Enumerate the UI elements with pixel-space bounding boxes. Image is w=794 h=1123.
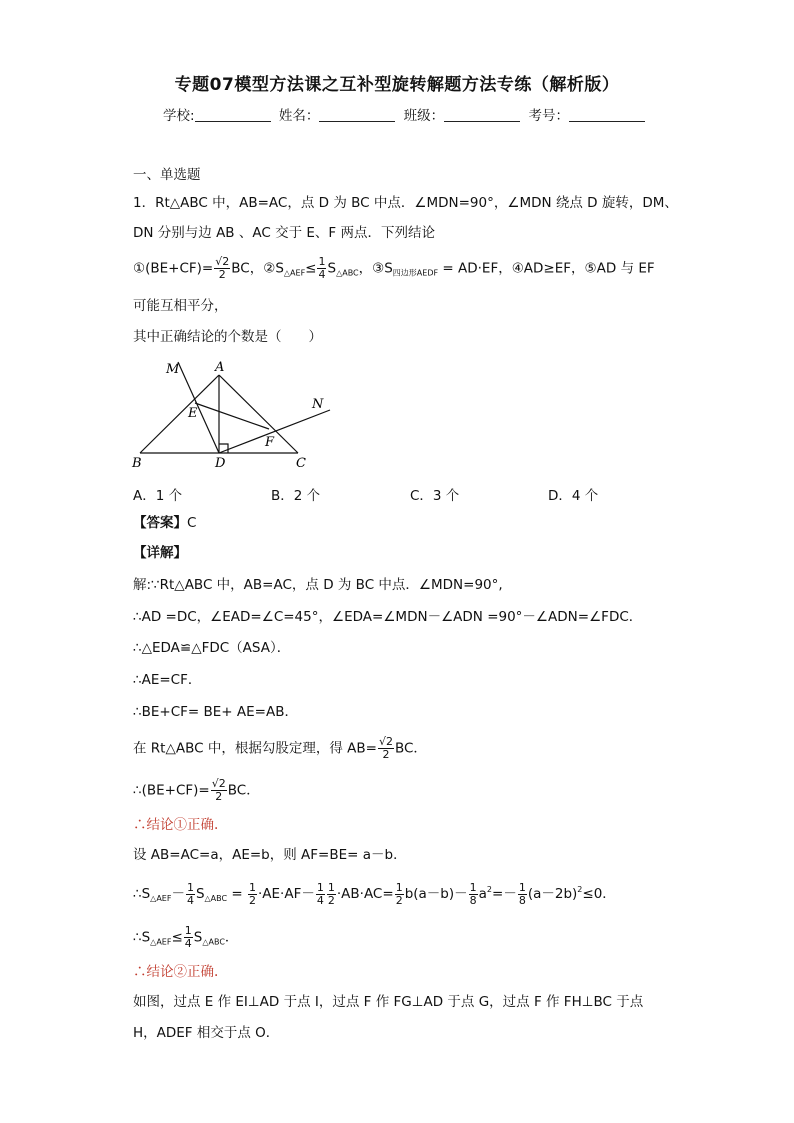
text: = (227, 886, 247, 902)
question-line-2: DN 分别与边 AB 、AC 交于 E、F 两点．下列结论 (133, 225, 435, 241)
detail-line-11 (133, 925, 238, 953)
subscript: △AEF (150, 937, 172, 947)
text: ≤0． (582, 886, 616, 902)
fraction: $\frac{1}{4}$ (316, 880, 324, 907)
fraction: $\frac{1}{8}$ (469, 880, 477, 907)
fraction: $\frac{1}{4}$ (318, 255, 326, 281)
text: ∴S (133, 929, 151, 946)
superscript: 2 (486, 885, 493, 894)
exam-no-blank[interactable] (569, 109, 645, 122)
detail-line-10 (133, 880, 616, 909)
side-ab (140, 375, 219, 453)
label-f: F (265, 435, 275, 450)
text: BC． (394, 740, 427, 757)
conclusion-3-end: = AD·EF，④AD≥EF，⑤AD 与 EF (438, 260, 655, 277)
subscript: △AEF (283, 268, 306, 278)
detail-conclusion-1: ∴结论①正确. (133, 817, 219, 833)
answer-value: C (187, 515, 197, 531)
subscript: △ABC (336, 268, 359, 278)
answer-line (133, 513, 196, 533)
subscript: △ABC (204, 894, 228, 903)
subscript: △ABC (202, 937, 225, 947)
school-label: 学校: (163, 108, 195, 124)
question-line-1: 1．Rt△ABC 中，AB=AC，点 D 为 BC 中点．∠MDN=90°，∠MDN 绕点 D 旋转，DM、 (133, 195, 678, 211)
label-n: N (312, 397, 324, 412)
label-m: M (166, 362, 180, 377)
ray-dn (219, 410, 330, 453)
exam-no-label: 考号： (528, 108, 569, 124)
detail-label: 【详解】 (133, 545, 187, 561)
detail-conclusion-2: ∴结论②正确. (133, 964, 219, 980)
name-label: 姓名： (278, 108, 320, 124)
ray-dm (178, 362, 219, 453)
option-b[interactable]: B．2 个 (271, 488, 321, 504)
text: ∴(BE+CF)= (133, 782, 210, 799)
text: ·AB·AC= (336, 886, 394, 902)
label-c: C (296, 456, 306, 471)
detail-line-1: 解:∵Rt△ABC 中，AB=AC，点 D 为 BC 中点．∠MDN=90°, (133, 577, 503, 593)
conclusion-1-text: ①(BE+CF)= (133, 260, 214, 277)
subscript: △AEF (150, 894, 172, 903)
text: (a－2b) (527, 886, 578, 902)
school-blank[interactable] (195, 109, 271, 122)
option-c[interactable]: C．3 个 (410, 488, 460, 504)
detail-line-6 (133, 736, 427, 761)
fraction: $\frac{1}{2}$ (395, 880, 403, 907)
text: BC． (227, 782, 260, 799)
text: ． (224, 929, 239, 946)
label-d: D (215, 456, 226, 471)
fraction: $\frac{1}{4}$ (186, 880, 194, 907)
detail-line-4: ∴AE=CF． (133, 672, 202, 688)
fraction: $\frac{1}{8}$ (518, 880, 526, 907)
document-title: 专题07模型方法课之互补型旋转解题方法专练（解析版） (174, 75, 620, 95)
answer-label: 【答案】 (133, 515, 187, 531)
detail-line-7 (133, 778, 260, 803)
detail-line-5: ∴BE+CF= BE+ AE=AB． (133, 704, 298, 720)
fraction: $\frac{1}{4}$ (184, 924, 192, 950)
text: S (193, 929, 203, 946)
text: b(a－b)－ (404, 886, 468, 902)
text: ≤ (171, 929, 183, 946)
fraction: $\frac{1}{2}$ (249, 880, 256, 907)
geometry-figure (130, 358, 340, 476)
class-blank[interactable] (444, 109, 520, 122)
label-a: A (215, 360, 225, 375)
conclusion-3-text: ，③S (358, 260, 393, 277)
detail-line-9: 设 AB=AC=a，AE=b，则 AF=BE= a－b． (133, 847, 407, 863)
text: 在 Rt△ABC 中，根据勾股定理，得 AB= (133, 740, 377, 757)
name-blank[interactable] (319, 109, 395, 122)
side-ac (219, 375, 298, 453)
area-symbol: S (327, 260, 337, 277)
text: =－ (492, 886, 517, 902)
detail-line-3: ∴△EDA≌△FDC（ASA）． (133, 640, 291, 656)
section-heading: 一、单选题 (133, 167, 201, 183)
detail-line-2: ∴AD =DC，∠EAD=∠C=45°，∠EDA=∠MDN－∠ADN =90°－∠ADN=∠FDC． (133, 609, 643, 625)
fraction: $\frac{√2}{2}$ (211, 777, 226, 803)
conclusion-1-end: BC，②S (231, 260, 284, 277)
option-d[interactable]: D．4 个 (548, 488, 599, 504)
relation: ≤ (305, 260, 317, 277)
text: － (171, 886, 185, 902)
detail-line-14: H，ADEF 相交于点 O． (133, 1025, 280, 1041)
fraction: $\frac{√2}{2}$ (378, 735, 393, 761)
question-line-5: 其中正确结论的个数是（ ） (133, 329, 322, 345)
question-line-4: 可能互相平分， (133, 298, 228, 314)
label-e: E (188, 406, 198, 421)
student-info-row (163, 104, 649, 124)
label-b: B (132, 456, 142, 471)
fraction: $\frac{√2}{2}$ (215, 255, 230, 281)
text: ·AE·AF－ (258, 886, 315, 902)
class-label: 班级： (403, 108, 445, 124)
question-conclusions-line (133, 256, 655, 284)
text: a (478, 886, 487, 902)
text: ∴S (133, 886, 151, 902)
detail-line-13: 如图，过点 E 作 EI⊥AD 于点 I，过点 F 作 FG⊥AD 于点 G，过点 F 作 FH⊥BC 于点 (133, 994, 644, 1010)
superscript: 2 (577, 885, 583, 894)
option-a[interactable]: A．1 个 (133, 488, 183, 504)
subscript: 四边形AEDF (392, 268, 439, 278)
fraction: $\frac{1}{2}$ (327, 880, 335, 907)
text: S (195, 886, 205, 902)
